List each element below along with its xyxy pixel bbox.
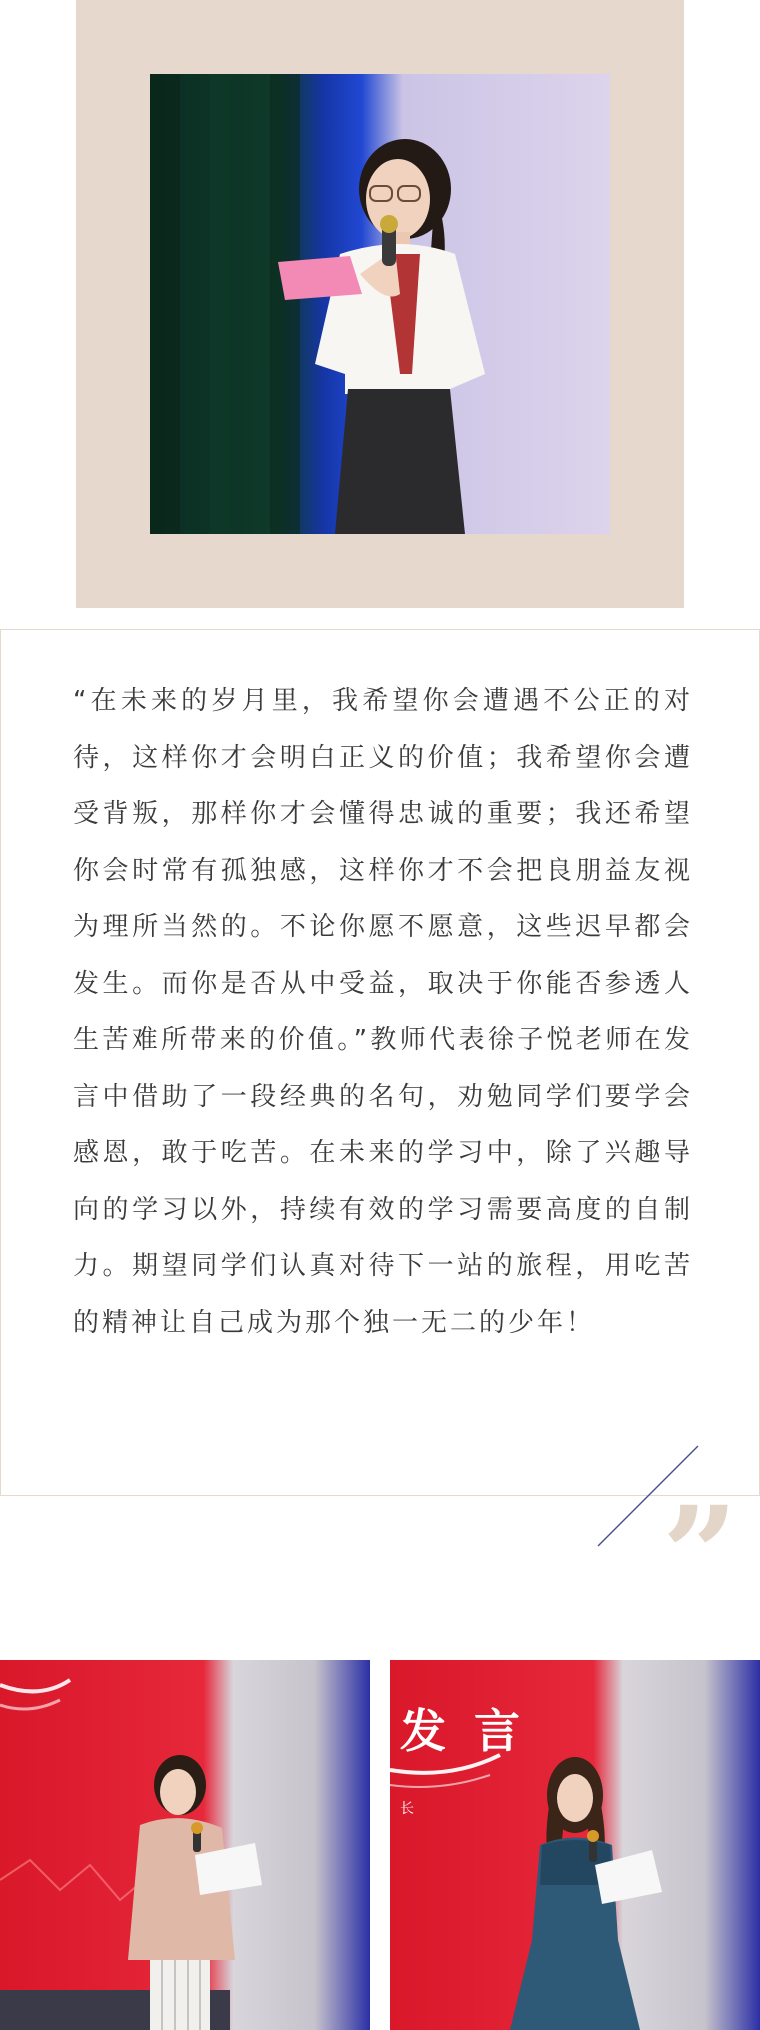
teacher-photo-left[interactable] [0, 1660, 370, 2030]
top-photo-card [76, 0, 684, 608]
teacher-right-illustration [390, 1660, 760, 2030]
teacher-photo-right[interactable] [390, 1660, 760, 2030]
speaker-illustration [150, 74, 610, 534]
stage-text-speech: 发 言 [400, 1704, 527, 1758]
quote-card [0, 629, 760, 1496]
stage-text-small: 长 [400, 1801, 414, 1817]
speaker-photo[interactable] [150, 74, 610, 534]
teacher-left-illustration [0, 1660, 370, 2030]
quote-paragraph: “在未来的岁月里，我希望你会遭遇不公正的对待，这样你才会明白正义的价值；我希望你会遭受背叛，那样你才会懂得忠诚的重要；我还希望你会时常有孤独感，这样你才不会把良朋益友视为理所当然的。不论你愿不愿意，这些迟早都会发生。而你是否从中受益，取决于你能否参透人生苦难所带来的价值。”教师代表徐子悦老师在发言中借助了一段经典的名句，劝勉同学们要学会感恩，敢于吃苦。在未来的学习中，除了兴趣导向的学习以外，持续有效的学习需要高度的自制力。期望同学们认真对待下一站的旅程，用吃苦的精神让自己成为那个独一无二的少年！ [73, 686, 693, 1338]
closing-quote-mark-icon: ” [662, 1490, 738, 1570]
